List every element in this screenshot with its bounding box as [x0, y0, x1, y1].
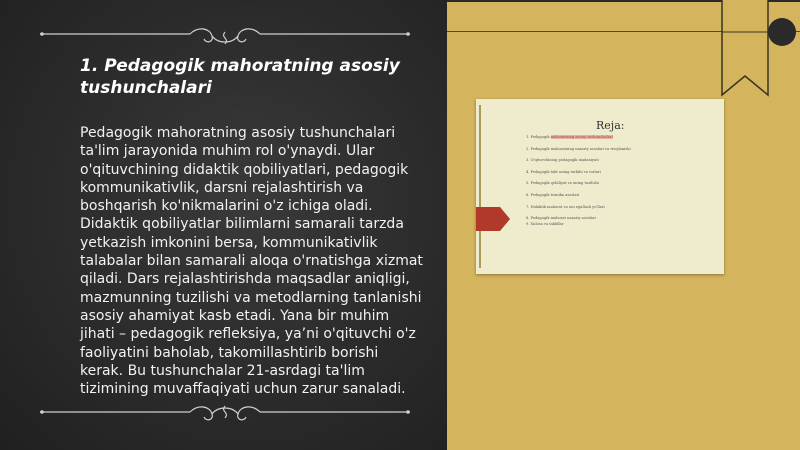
list-item: 5. Pedagogik qobiliyat va uning tuzilishi: [526, 181, 599, 186]
thumbnail-title: Reja:: [596, 119, 625, 132]
list-item: 4. Pedagogik takt uning tarkibi va turlari: [526, 169, 601, 174]
thumbnail-agenda-list: [526, 135, 711, 234]
list-item: 7. Didaktik mahorat va uni egallash yo'llari: [526, 204, 605, 209]
highlighted-text: mahoratning asosiy tushunchalari: [550, 135, 613, 139]
list-item: 6. Pedagogik texnika asoslari: [526, 192, 580, 197]
thumbnail-side-rule: [479, 105, 481, 268]
list-item: 8. Pedagogik mahorat nazariy asoslari: [526, 216, 596, 221]
bookmark-ribbon-icon: [720, 0, 770, 100]
list-item: 2. Pedagogik mahoratning nazariy asoslari va rivojlanishi: [526, 146, 631, 151]
corner-circle-decoration: [768, 18, 796, 46]
red-arrow-tab-icon: [476, 207, 510, 231]
ornament-divider-top: [40, 28, 410, 50]
slide-thumbnail[interactable]: [476, 99, 724, 274]
list-item: 3. O'qituvchining pedagogik madaniyati: [526, 158, 599, 163]
ornament-divider-bottom: [40, 400, 410, 422]
slide-title: 1. Pedagogik mahoratning asosiy tushunchalari: [80, 56, 400, 98]
list-item: 9. Xulosa va takliflar: [526, 222, 564, 227]
list-item: 1. Pedagogik mahoratning asosiy tushunchalari: [526, 135, 613, 139]
slide-body-text: Pedagogik mahoratning asosiy tushunchalari ta'lim jarayonida muhim rol o'ynaydi. Ular o'qituvchining didaktik qobiliyatlari, pedagogik kommunikativlik, darsni rejalashtirish va boshqarish ko'nikmalarini o'z ichiga oladi. Didaktik qobiliyatlar bilimlarni samarali tarzda yetkazish imkonini bersa, kommunikativlik talabalar bilan samarali aloqa o'rnatishga xizmat qiladi. Dars rejalashtirishda maqsadlar aniqligi, mazmunning tuzilishi va metodlarning tanlanishi asosiy ahamiyat kasb etadi. Yana bir muhim jihati – pedagogik refleksiya, ya’ni o'qituvchi o'z faoliyatini baholab, takomillashtirib borishi kerak. Bu tushunchalar 21-asrdagi ta'lim tizimining muvaffaqiyati uchun zarur sanaladi.: [80, 125, 423, 398]
